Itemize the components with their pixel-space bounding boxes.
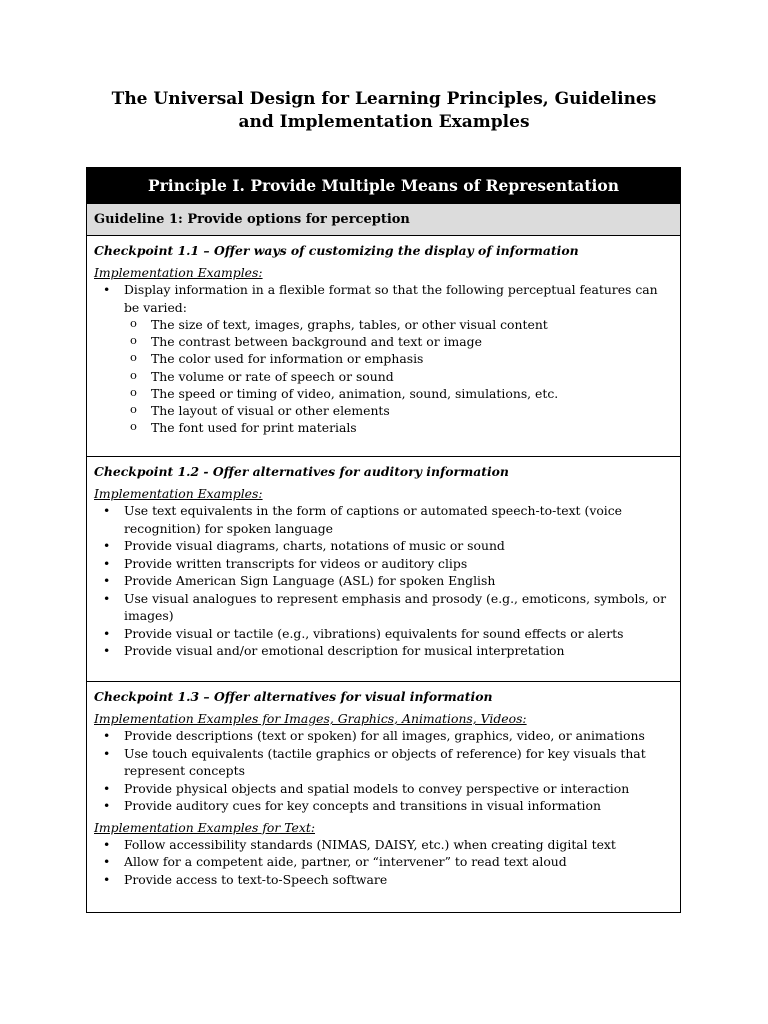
list-item: • Provide visual diagrams, charts, notations of music or sound — [94, 537, 673, 555]
list-item: • Allow for a competent aide, partner, or “intervener” to read text aloud — [94, 853, 673, 871]
sub-list-item: o The contrast between background and text or image — [124, 333, 673, 350]
udl-table — [86, 167, 681, 913]
title-line-1: The Universal Design for Learning Principles, Guidelines — [111, 89, 657, 109]
principle-header: Principle I. Provide Multiple Means of Representation — [87, 168, 680, 204]
checkpoint-1-3 — [87, 682, 680, 914]
list-item: • Provide visual or tactile (e.g., vibrations) equivalents for sound effects or alerts — [94, 625, 673, 643]
implementation-label: Implementation Examples for Images, Graphics, Animations, Videos: — [94, 711, 527, 726]
implementation-label: Implementation Examples: — [94, 486, 263, 501]
sub-list-item: o The layout of visual or other elements — [124, 402, 673, 419]
sub-list-item: o The speed or timing of video, animation, sound, simulations, etc. — [124, 385, 673, 402]
title-line-2: and Implementation Examples — [238, 112, 530, 132]
list-item-text: Display information in a flexible format so that the following perceptual features can be varied: — [124, 282, 658, 315]
document-title — [0, 88, 768, 134]
list-item: • Provide visual and/or emotional description for musical interpretation — [94, 642, 673, 660]
list-item: • Provide descriptions (text or spoken) for all images, graphics, video, or animations — [94, 727, 673, 745]
sub-list-item: o The size of text, images, graphs, tables, or other visual content — [124, 316, 673, 333]
list-item: • Provide American Sign Language (ASL) for spoken English — [94, 572, 673, 590]
checkpoint-title: Checkpoint 1.1 – Offer ways of customizing the display of information — [94, 243, 579, 258]
list-item: • Use touch equivalents (tactile graphics or objects of reference) for key visuals that represent concepts — [94, 745, 673, 780]
list-item: • Provide physical objects and spatial models to convey perspective or interaction — [94, 780, 673, 798]
list-item: • Use visual analogues to represent emphasis and prosody (e.g., emoticons, symbols, or images) — [94, 590, 673, 625]
bullet-list-text — [94, 836, 673, 889]
sub-list-item: o The font used for print materials — [124, 419, 673, 436]
checkpoint-1-2 — [87, 457, 680, 682]
guideline-header: Guideline 1: Provide options for perception — [87, 204, 680, 236]
checkpoint-title: Checkpoint 1.2 - Offer alternatives for auditory information — [94, 464, 509, 479]
list-item — [94, 281, 673, 436]
implementation-label-text: Implementation Examples for Text: — [94, 819, 315, 835]
sub-bullet-list — [124, 316, 673, 436]
list-item: • Provide access to text-to-Speech software — [94, 871, 673, 889]
sub-list-item: o The color used for information or emphasis — [124, 350, 673, 367]
bullet-list — [94, 727, 673, 815]
list-item: • Follow accessibility standards (NIMAS, DAISY, etc.) when creating digital text — [94, 836, 673, 854]
list-item: • Provide written transcripts for videos or auditory clips — [94, 555, 673, 573]
checkpoint-title: Checkpoint 1.3 – Offer alternatives for visual information — [94, 689, 493, 704]
list-item: • Provide auditory cues for key concepts and transitions in visual information — [94, 797, 673, 815]
list-item: • Use text equivalents in the form of captions or automated speech-to-text (voice recognition) for spoken language — [94, 502, 673, 537]
sub-list-item: o The volume or rate of speech or sound — [124, 368, 673, 385]
bullet-list — [94, 281, 673, 436]
implementation-label: Implementation Examples: — [94, 265, 263, 280]
checkpoint-1-1 — [87, 236, 680, 457]
bullet-list — [94, 502, 673, 660]
